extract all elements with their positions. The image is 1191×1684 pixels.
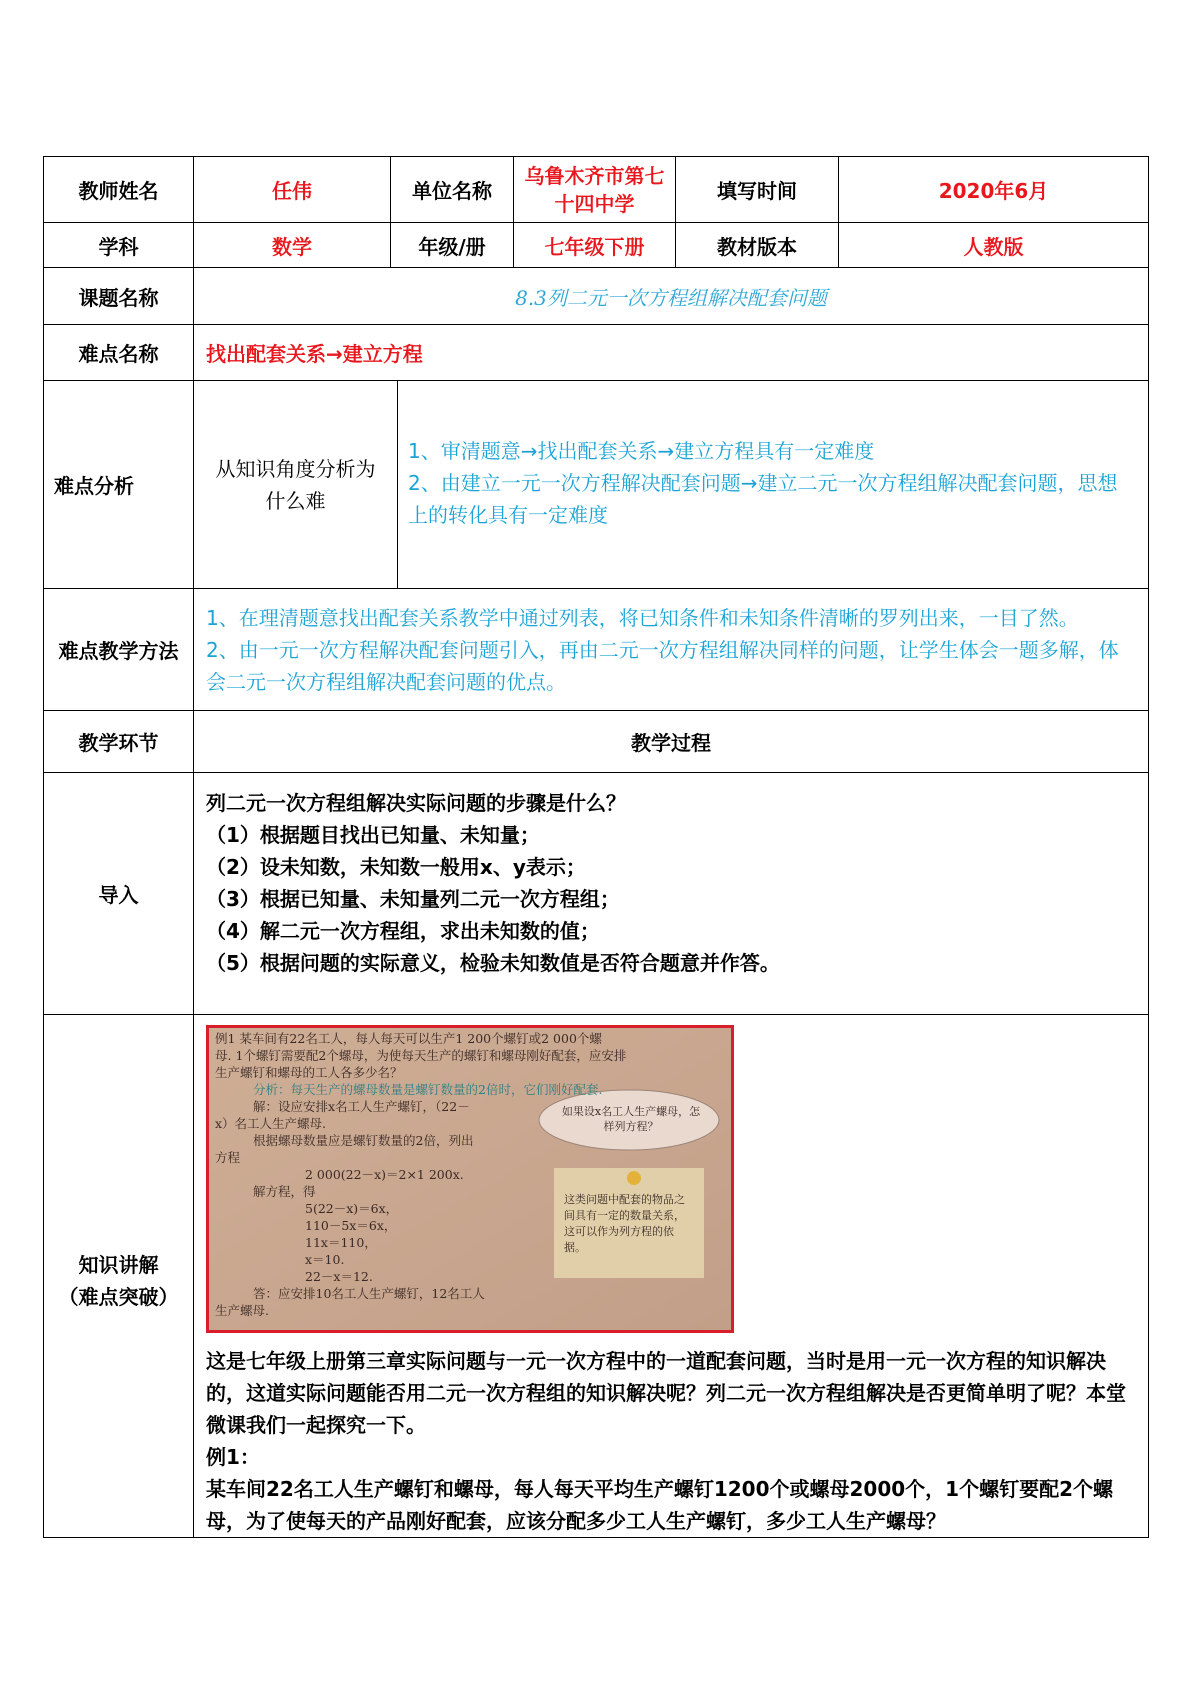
grade-value: 七年级下册 [514,223,676,268]
analysis-split [194,381,1148,588]
note-text: 这类问题中配套的物品之间具有一定的数量关系，这可以作为列方程的依据。 [564,1193,685,1254]
topic-row [44,268,1149,325]
method-label: 难点教学方法 [44,589,194,711]
analysis-cell [194,381,1149,589]
photo-analysis: 分析：每天生产的螺母数量是螺钉数量的2倍时，它们刚好配套. [253,1082,603,1097]
difficulty-row [44,325,1149,381]
process-value: 教学过程 [194,711,1149,773]
example-text: 某车间22名工人生产螺钉和螺母，每人每天平均生产螺钉1200个或螺母2000个，1个螺钉要配2个螺母，为了使每天的产品刚好配套，应该分配多少工人生产螺钉，多少工人生产螺母？ [206,1477,1113,1533]
method-line-2: 2、由一元一次方程解决配套问题引入，再由二元一次方程组解决同样的问题，让学生体会一题多解，体会二元一次方程组解决配套问题的优点。 [206,637,1119,694]
knowledge-row [44,1015,1149,1538]
lesson-plan-table [43,156,1149,1538]
photo-step-4: x＝10. [305,1252,345,1267]
intro-step-2: （2）设未知数，未知数一般用x、y表示； [206,855,586,879]
photo-line-8: 方程 [215,1150,241,1165]
topic-value: 8.3列二元一次方程组解决配套问题 [194,268,1149,325]
unit-label: 单位名称 [391,157,514,223]
analysis-line-2: 2、由建立一元一次方程解决配套问题→建立二元一次方程组解决配套问题，思想上的转化具有一定难度 [408,471,1118,527]
intro-step-4: （4）解二元一次方程组，求出未知数的值； [206,919,600,943]
photo-line-5: 解：设应安排x名工人生产螺钉，（22－ [253,1099,470,1114]
time-label: 填写时间 [676,157,839,223]
difficulty-value: 找出配套关系→建立方程 [194,325,1149,381]
analysis-row [44,381,1149,589]
edition-value: 人教版 [839,223,1149,268]
time-value: 2020年6月 [839,157,1149,223]
intro-step-3: （3）根据已知量、未知量列二元一次方程组； [206,887,620,911]
intro-row [44,773,1149,1015]
method-content [194,589,1149,711]
difficulty-label: 难点名称 [44,325,194,381]
analysis-sub-label: 从知识角度分析为什么难 [194,381,398,588]
analysis-content [398,381,1148,588]
photo-equation: 2 000(22－x)＝2×1 200x. [305,1167,464,1182]
intro-step-1: （1）根据题目找出已知量、未知量； [206,823,540,847]
intro-content [194,773,1149,1015]
photo-answer-end: 生产螺母. [215,1303,269,1318]
knowledge-sub-label: （难点突破） [58,1285,179,1309]
photo-line-2: 母. 1个螺钉需要配2个螺母，为使每天生产的螺钉和螺母刚好配套，应安排 [215,1048,627,1063]
textbook-text [215,1030,705,1319]
header-row-1 [44,157,1149,223]
knowledge-label: 知识讲解 [78,1253,159,1277]
header-row-2 [44,223,1149,268]
process-header-row [44,711,1149,773]
photo-line-10: 解方程，得 [253,1184,316,1199]
photo-line-3: 生产螺钉和螺母的工人各多少名？ [215,1065,403,1080]
analysis-label: 难点分析 [44,381,194,589]
intro-question: 列二元一次方程组解决实际问题的步骤是什么？ [206,791,626,815]
photo-step-5: 22－x＝12. [305,1269,373,1284]
edition-label: 教材版本 [676,223,839,268]
grade-label: 年级/册 [391,223,514,268]
intro-step-5: （5）根据问题的实际意义，检验未知数值是否符合题意并作答。 [206,951,780,975]
example-title: 例1： [206,1445,260,1469]
photo-line-6: x）名工人生产螺母. [215,1116,327,1131]
method-line-1: 1、在理清题意找出配套关系教学中通过列表，将已知条件和未知条件清晰的罗列出来，一目了然。 [206,605,1079,630]
photo-answer: 答：应安排10名工人生产螺钉，12名工人 [253,1286,485,1301]
subject-label: 学科 [44,223,194,268]
unit-value: 乌鲁木齐市第七十四中学 [514,157,676,223]
photo-step-1: 5(22－x)＝6x， [305,1201,399,1216]
process-label: 教学环节 [44,711,194,773]
bubble-text: 如果设x名工人生产螺母，怎样列方程？ [561,1105,701,1133]
photo-step-3: 11x＝110， [305,1235,377,1250]
knowledge-text [194,1333,1148,1537]
photo-step-2: 110－5x＝6x， [305,1218,397,1233]
photo-line-7: 根据螺母数量应是螺钉数量的2倍，列出 [253,1133,474,1148]
analysis-line-1: 1、审清题意→找出配套关系→建立方程具有一定难度 [408,439,875,463]
teacher-value: 任伟 [194,157,391,223]
teacher-label: 教师姓名 [44,157,194,223]
topic-label: 课题名称 [44,268,194,325]
knowledge-paragraph: 这是七年级上册第三章实际问题与一元一次方程中的一道配套问题，当时是用一元一次方程的知识解决的，这道实际问题能否用二元一次方程组的知识解决呢？列二元一次方程组解决是否更简单明了呢？本堂微课我们一起探究一下。 [206,1349,1126,1437]
subject-value: 数学 [194,223,391,268]
knowledge-label-cell [44,1015,194,1538]
method-row [44,589,1149,711]
knowledge-content [194,1015,1149,1538]
intro-label: 导入 [44,773,194,1015]
textbook-photo [206,1025,734,1333]
photo-line-1: 例1 某车间有22名工人，每人每天可以生产1 200个螺钉或2 000个螺 [215,1031,602,1046]
